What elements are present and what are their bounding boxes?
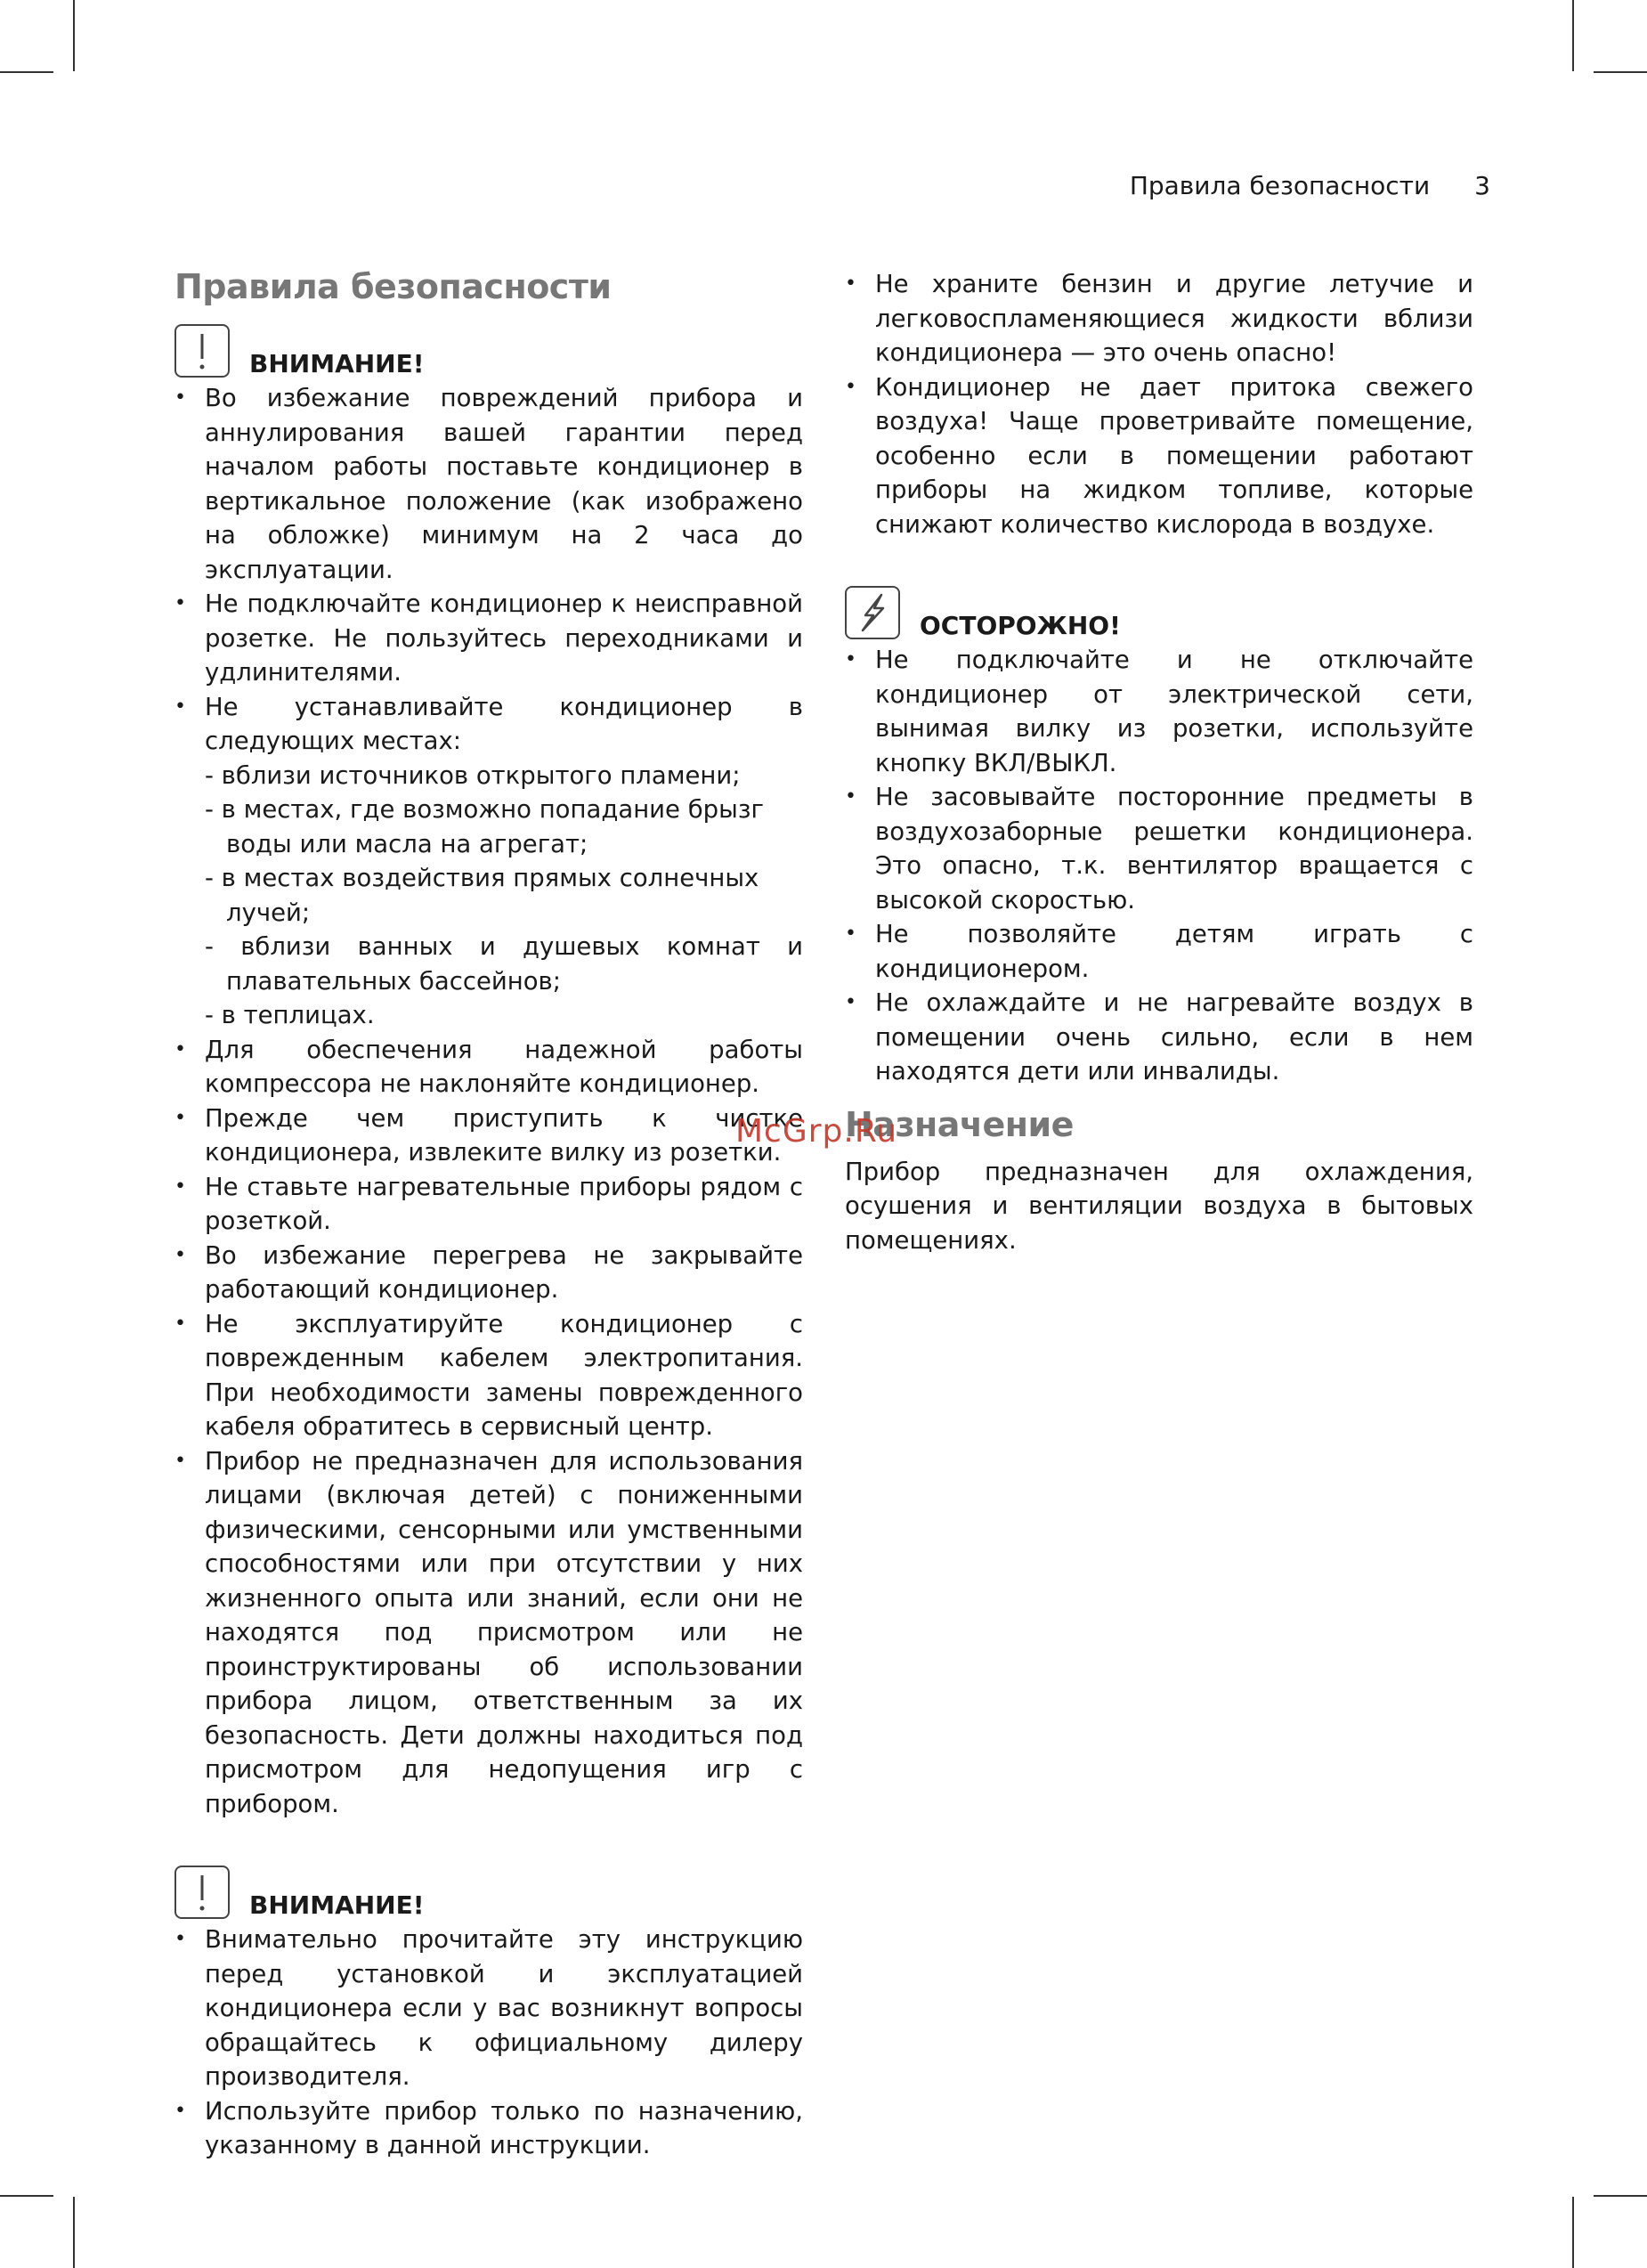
list-item: • Не позволяйте детям играть с кондиционером.: [845, 917, 1473, 986]
page-number: 3: [1474, 171, 1490, 200]
list-item: • Для обеспечения надежной работы компрессора не наклоняйте кондиционер.: [174, 1033, 803, 1101]
purpose-title: Назначение: [845, 1104, 1074, 1144]
sub-list-item: - вблизи источников открытого пламени;: [205, 760, 741, 790]
notice-label: ОСТОРОЖНО!: [920, 611, 1121, 640]
crop-mark: [1572, 2197, 1574, 2268]
list-item: • Внимательно прочитайте эту инструкцию перед установкой и эксплуатацией кондиционера если у вас возникнут вопросы обращайтесь к официальному дилеру производителя.: [174, 1923, 803, 2094]
sub-list-item: - вблизи ванных и душевых комнат и плавательных бассейнов;: [205, 932, 803, 996]
safety-list: [174, 381, 803, 1821]
notice-label: ВНИМАНИЕ!: [249, 349, 425, 378]
sub-list-item: - в теплицах.: [205, 1001, 375, 1029]
exclamation-icon: [174, 1866, 230, 1919]
list-item: • Во избежание перегрева не закрывайте работающий кондиционер.: [174, 1239, 803, 1307]
list-item: • Не устанавливайте кондиционер в следующих местах:: [174, 690, 803, 759]
list-item: • Не храните бензин и другие летучие и легковоспламеняющиеся жидкости вблизи кондиционера — это очень опасно!: [845, 267, 1473, 370]
list-item: • Прибор не предназначен для использования лицами (включая детей) с пониженными физическими, сенсорными или умственными способностями или при отсутствии у них жизненного опыта или знаний, если они не находятся под присмотром или не проинструктированы об использовании прибора лицом, ответственным за их безопасность. Дети должны находиться под присмотром для недопущения игр с прибором.: [174, 1444, 803, 1822]
purpose-text: Прибор предназначен для охлаждения, осушения и вентиляции воздуха в бытовых помещениях.: [845, 1157, 1473, 1255]
notice-warning: [174, 1866, 803, 1919]
running-header: [1130, 171, 1490, 200]
list-item: • Используйте прибор только по назначению, указанному в данной инструкции.: [174, 2094, 803, 2163]
list-item: • Прежде чем приступить к чистке кондиционера, извлеките вилку из розетки.: [174, 1101, 803, 1170]
list-item: • Не засовывайте посторонние предметы в воздухозаборные решетки кондиционера. Это опасно, т.к. вентилятор вращается с высокой скоростью.: [845, 780, 1473, 917]
exclamation-icon: [174, 324, 230, 378]
crop-mark: [1594, 71, 1647, 73]
crop-mark: [0, 71, 53, 73]
safety-list: [845, 267, 1473, 541]
list-item: • Не подключайте и не отключайте кондиционер от электрической сети, вынимая вилку из розетки, используйте кнопку ВКЛ/ВЫКЛ.: [845, 643, 1473, 780]
notice-caution: [845, 586, 1473, 639]
list-item: • Не подключайте кондиционер к неисправной розетке. Не пользуйтесь переходниками и удлинителями.: [174, 587, 803, 690]
list-item: • Не ставьте нагревательные приборы рядом с розеткой.: [174, 1170, 803, 1239]
lightning-icon: [845, 586, 900, 639]
section-title: Правила безопасности: [174, 267, 612, 306]
notice-warning: [174, 324, 803, 378]
crop-mark: [73, 0, 75, 71]
notice-label: ВНИМАНИЕ!: [249, 1890, 425, 1920]
watermark: McGrp.Ru: [735, 1113, 898, 1150]
right-column: [845, 267, 1473, 1257]
running-title: Правила безопасности: [1129, 171, 1431, 200]
safety-list: [174, 1923, 803, 2163]
crop-mark: [1572, 0, 1574, 71]
left-column: [174, 267, 803, 2163]
sub-list: [174, 759, 803, 1033]
list-item: • Не эксплуатируйте кондиционер с поврежденным кабелем электропитания. При необходимости замены поврежденного кабеля обратитесь в сервисный центр.: [174, 1307, 803, 1444]
list-item: • Во избежание повреждений прибора и аннулирования вашей гарантии перед началом работы поставьте кондиционер в вертикальное положение (как изображено на обложке) минимум на 2 часа до эксплуатации.: [174, 381, 803, 587]
crop-mark: [0, 2195, 53, 2197]
list-item: • Не охлаждайте и не нагревайте воздух в помещении очень сильно, если в нем находятся дети или инвалиды.: [845, 986, 1473, 1089]
crop-mark: [1594, 2195, 1647, 2197]
crop-mark: [73, 2197, 75, 2268]
sub-list-item: - в местах воздействия прямых солнечных лучей;: [205, 864, 759, 927]
list-item: • Кондиционер не дает притока свежего воздуха! Чаще проветривайте помещение, особенно если в помещении работают приборы на жидком топливе, которые снижают количество кислорода в воздухе.: [845, 370, 1473, 542]
caution-list: [845, 643, 1473, 1089]
sub-list-item: - в местах, где возможно попадание брызг воды или масла на агрегат;: [205, 795, 764, 858]
